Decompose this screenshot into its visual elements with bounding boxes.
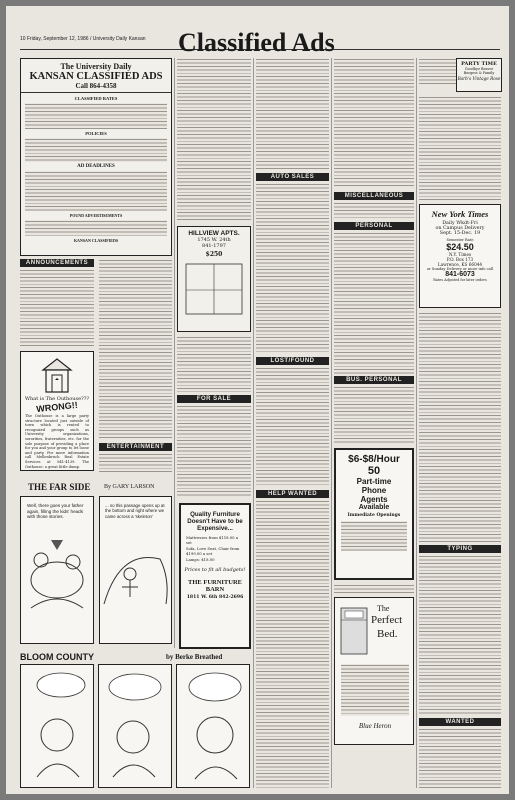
nyt-contact: N.Y. Times	[448, 252, 472, 257]
policies-heading: POLICIES	[85, 131, 107, 136]
nyt-price-label: Semester Rate	[446, 238, 474, 242]
for-sale-listings	[177, 405, 251, 497]
lost-found-heading: LOST/FOUND	[256, 357, 329, 365]
col3-listings-top	[177, 58, 251, 222]
furniture-line3: Expensive...	[197, 525, 233, 532]
bus-personal-heading: BUS. PERSONAL	[334, 376, 414, 384]
rates-footer: KANSAN CLASSIFIEDS	[73, 238, 119, 243]
col5-listings-top	[334, 58, 414, 188]
hillview-address: 1745 W. 24th	[197, 237, 231, 243]
misc-listings	[334, 202, 414, 218]
col5-listings-bottom	[334, 584, 414, 594]
entertainment-text	[99, 453, 172, 473]
cavemen-illustration	[21, 520, 93, 610]
bloom-panel-1	[20, 664, 94, 788]
far-side-title: THE FAR SIDE	[28, 482, 91, 492]
bloom-panel-2-art	[99, 665, 172, 788]
policies-text	[25, 138, 167, 162]
perfect-bed-line1: The	[377, 604, 390, 613]
rates-title-line2: KANSAN CLASSIFIED ADS	[29, 71, 163, 82]
typing-listings	[419, 555, 501, 715]
nyt-line1: Daily Wkdt-Fri	[442, 221, 478, 226]
col6-listings-mid	[419, 96, 501, 200]
bloom-county-strip	[20, 664, 250, 788]
bloom-panel-2	[98, 664, 172, 788]
rates-table	[25, 103, 167, 129]
nyt-line3: Sept. 15-Dec. 19	[439, 231, 481, 236]
phone-agents-line2: Phone	[361, 486, 387, 495]
party-time-ad	[456, 58, 502, 92]
phone-agents-line3: Agents	[360, 495, 388, 504]
wanted-listings	[419, 728, 501, 788]
rates-heading: CLASSIFIED RATES	[74, 96, 118, 101]
miscellaneous-heading: MISCELLANEOUS	[334, 192, 414, 200]
far-side-panel-right	[99, 496, 172, 644]
bloom-panel-3-art	[177, 665, 250, 788]
rates-box	[20, 58, 172, 256]
phone-agents-count: 50	[367, 465, 381, 477]
phone-agents-line4: Available	[358, 504, 390, 511]
typing-heading: TYPING	[419, 545, 501, 553]
column-rule	[331, 58, 332, 788]
phone-agents-details	[341, 521, 407, 551]
nyt-phone: 841-6073	[445, 271, 475, 278]
furniture-line1: Quality Furniture	[190, 511, 240, 518]
page-title: Classified Ads	[178, 28, 335, 57]
bed-illustration	[337, 602, 371, 658]
help-wanted-listings	[256, 500, 329, 790]
page-folio: 10 Friday, September 12, 1986 / University Daily Kansan	[20, 36, 146, 42]
perfect-bed-ad	[334, 597, 414, 745]
for-sale-heading: FOR SALE	[177, 395, 251, 403]
phone-agents-ad	[334, 448, 414, 580]
announcements-text	[20, 269, 94, 347]
deadlines-text	[25, 171, 167, 211]
bus-personal-listings	[334, 386, 414, 444]
bloom-panel-1-art	[21, 665, 94, 788]
far-side-byline: By GARY LARSON	[104, 484, 155, 490]
column-rule	[174, 58, 175, 648]
deadlines-heading: AD DEADLINES	[77, 164, 115, 169]
col4-listings-top	[256, 58, 329, 170]
furniture-barn-ad	[179, 503, 251, 649]
furniture-item-2: Sofa, Love Seat, Chair from $199.00 a set	[186, 546, 240, 556]
party-time-tag: Barb's Vintage Rose	[457, 76, 501, 81]
outhouse-ad	[20, 351, 94, 471]
furniture-item-1: Mattresses from $118.00 a set	[186, 535, 239, 545]
perfect-bed-brand: Blue Heron	[358, 722, 392, 730]
newspaper-page	[6, 6, 509, 794]
col6-listings-lower	[419, 312, 501, 542]
outhouse-icon	[37, 356, 77, 394]
far-side-caption-right: ... so this passage opens up at the bottom and right where we came across a 'skeleton'	[105, 503, 165, 519]
nyt-line2: on Campus Delivery	[435, 226, 485, 231]
furniture-name: THE FURNITURE BARN	[188, 579, 242, 593]
rates-phone: Call 864-4358	[21, 82, 171, 93]
rates-title-line1: The University Daily	[60, 62, 132, 71]
far-side-caption-left: Well, there goes your father again, filling the kids' heads with those stories.	[27, 503, 84, 520]
announcements-heading: ANNOUNCEMENTS	[20, 259, 94, 267]
for-rent-listings	[177, 336, 251, 392]
hillview-phone: 841-1797	[202, 243, 226, 249]
bloom-county-byline: by Berke Breathed	[166, 653, 223, 661]
personal-listings	[334, 232, 414, 374]
party-time-sub1: Goodbye Beaver	[464, 67, 494, 71]
hillview-name: HILLVIEW APTS.	[188, 230, 240, 237]
nyt-footer: Rates Adjusted for later orders	[433, 278, 487, 282]
nyt-box: P.O. Box 173	[446, 257, 474, 262]
wanted-heading: WANTED	[419, 718, 501, 726]
cave-illustration	[100, 519, 171, 609]
floor-plan-icon	[178, 260, 250, 318]
furniture-line4: Prices to fit all budgets!	[184, 567, 246, 573]
perfect-bed-line3: Bed.	[377, 628, 398, 640]
auto-sales-listings	[256, 183, 329, 353]
hillview-ad	[177, 226, 251, 332]
bloom-panel-3	[176, 664, 250, 788]
col2-listings-top	[99, 259, 172, 439]
lost-found-listings	[256, 367, 329, 487]
outhouse-text: The Outhouse is a large party structure located just outside of town which is rented to recognized groups such as University organizations, sororities, fraternities, etc. for the sole purpose of providing a place for you and your group to let loose and party. For more information call Mellenbruch Real Estate Services at 841-4139. The Outhouse: a great little dump.	[25, 414, 89, 469]
page-header	[20, 28, 500, 57]
party-time-title: PARTY TIME	[461, 61, 497, 67]
nyt-ad	[419, 204, 501, 308]
outhouse-question: What is The Outhouse???	[24, 396, 90, 402]
payment-heading: POUND ADVERTISEMENTS	[69, 213, 123, 218]
nyt-note: or Sunday Delivery or more info call	[426, 267, 494, 271]
far-side-panel-left	[20, 496, 94, 644]
entertainment-heading: ENTERTAINMENT	[99, 443, 172, 451]
column-rule	[253, 58, 254, 788]
perfect-bed-line2: Perfect	[371, 614, 403, 626]
column-rule	[416, 58, 417, 788]
furniture-item-3: Lamps: $18.00	[186, 557, 215, 562]
help-wanted-heading: HELP WANTED	[256, 490, 329, 498]
hillview-price: $250	[205, 251, 223, 258]
phone-agents-line5: Immediate Openings	[347, 513, 401, 518]
furniture-line2: Doesn't Have to be	[187, 518, 243, 525]
auto-sales-heading: AUTO SALES	[256, 173, 329, 181]
nyt-price: $24.50	[446, 242, 474, 252]
outhouse-wrong: WRONG!!	[35, 399, 79, 415]
personal-heading: PERSONAL	[334, 222, 414, 230]
nyt-city: Lawrence, KS 66044	[437, 262, 483, 267]
furniture-address: 1811 W. 6th 842-2696	[186, 595, 244, 600]
party-time-sub2: Burgess & Family	[463, 71, 495, 75]
bloom-county-title: BLOOM COUNTY	[20, 652, 94, 662]
phone-agents-rate: $6-$8/Hour	[348, 454, 400, 465]
perfect-bed-text	[341, 664, 409, 716]
nyt-masthead: New York Times	[431, 209, 489, 219]
phone-agents-line1: Part-time	[356, 477, 392, 486]
payment-text	[25, 220, 167, 236]
